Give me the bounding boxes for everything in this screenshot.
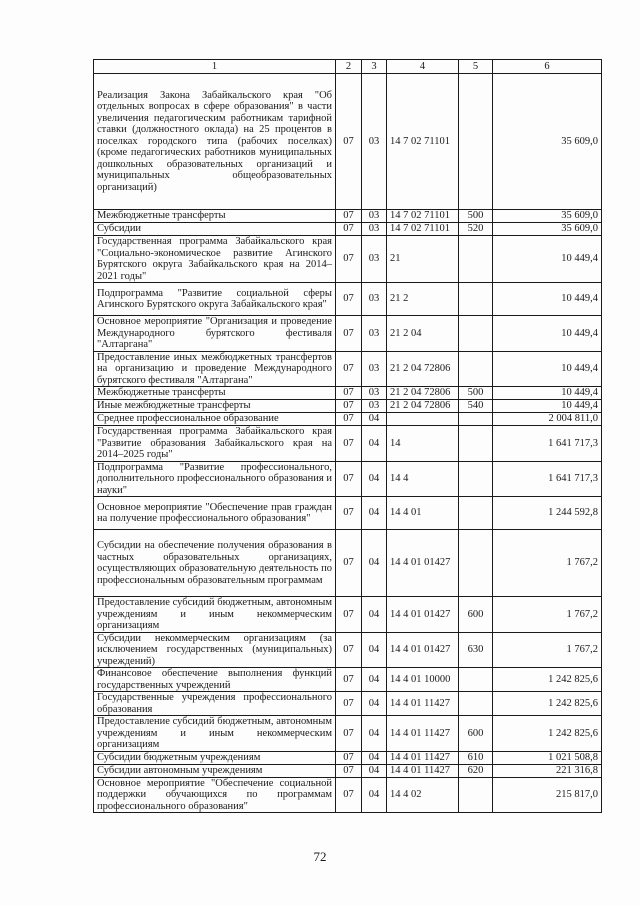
row-name-cell: Предоставление иных межбюджетных трансфертов на организацию и проведение Международного бурятского фестиваля "Алтаргана" (94, 351, 336, 387)
table-row (94, 777, 602, 813)
row-subsection-cell: 04 (362, 692, 387, 716)
row-name-cell: Субсидии на обеспечение получения образования в частных образовательных организациях, осуществляющих образовательную деятельность по профессиональным образовательным программам (94, 530, 336, 597)
row-section-cell: 07 (336, 223, 362, 236)
row-name-cell: Предоставление субсидий бюджетным, автономным учреждениям и иным некоммерческим организациям (94, 716, 336, 752)
row-subsection-cell: 04 (362, 777, 387, 813)
row-section-cell: 07 (336, 426, 362, 462)
row-expense-type-cell (459, 283, 493, 316)
table-row (94, 236, 602, 283)
row-amount-cell: 10 449,4 (493, 236, 602, 283)
row-amount-cell: 1 767,2 (493, 530, 602, 597)
row-section-cell: 07 (336, 210, 362, 223)
row-amount-cell: 10 449,4 (493, 283, 602, 316)
table-body (94, 74, 602, 813)
row-target-article-cell: 14 4 01 10000 (387, 668, 459, 692)
row-name-cell: Субсидии автономным учреждениям (94, 764, 336, 777)
row-subsection-cell: 04 (362, 597, 387, 633)
row-amount-cell: 1 767,2 (493, 632, 602, 668)
row-name-cell: Иные межбюджетные трансферты (94, 400, 336, 413)
row-section-cell: 07 (336, 716, 362, 752)
row-expense-type-cell (459, 461, 493, 497)
row-name-cell: Государственная программа Забайкальского края "Развитие образования Забайкальского края на 2014–2025 годы" (94, 426, 336, 462)
row-name-cell: Подпрограмма "Развитие профессионального, дополнительного профессионального образования и науки" (94, 461, 336, 497)
row-target-article-cell: 14 4 (387, 461, 459, 497)
row-section-cell: 07 (336, 751, 362, 764)
row-expense-type-cell: 620 (459, 764, 493, 777)
table-row (94, 497, 602, 530)
row-target-article-cell: 21 2 04 72806 (387, 400, 459, 413)
row-expense-type-cell (459, 351, 493, 387)
row-amount-cell: 35 609,0 (493, 74, 602, 210)
table-row (94, 597, 602, 633)
row-amount-cell: 1 021 508,8 (493, 751, 602, 764)
row-expense-type-cell (459, 74, 493, 210)
row-subsection-cell: 03 (362, 210, 387, 223)
row-subsection-cell: 04 (362, 764, 387, 777)
table-row (94, 413, 602, 426)
row-amount-cell: 1 242 825,6 (493, 668, 602, 692)
page-number: 72 (313, 849, 327, 864)
row-section-cell: 07 (336, 236, 362, 283)
row-target-article-cell: 21 2 04 72806 (387, 351, 459, 387)
table-row (94, 316, 602, 352)
row-amount-cell: 1 244 592,8 (493, 497, 602, 530)
row-section-cell: 07 (336, 692, 362, 716)
row-name-cell: Государственные учреждения профессионального образования (94, 692, 336, 716)
row-target-article-cell: 14 4 01 (387, 497, 459, 530)
row-section-cell: 07 (336, 387, 362, 400)
row-target-article-cell: 14 4 01 11427 (387, 716, 459, 752)
row-subsection-cell: 04 (362, 751, 387, 764)
row-target-article-cell: 14 4 01 01427 (387, 597, 459, 633)
row-expense-type-cell: 500 (459, 387, 493, 400)
row-section-cell: 07 (336, 597, 362, 633)
row-name-cell: Подпрограмма "Развитие социальной сферы Агинского Бурятского округа Забайкальского края" (94, 283, 336, 316)
row-target-article-cell: 21 (387, 236, 459, 283)
table-row (94, 74, 602, 210)
table-row (94, 751, 602, 764)
row-expense-type-cell: 600 (459, 597, 493, 633)
row-section-cell: 07 (336, 668, 362, 692)
row-amount-cell: 2 004 811,0 (493, 413, 602, 426)
header-cell: 2 (336, 60, 362, 74)
row-subsection-cell: 03 (362, 236, 387, 283)
row-target-article-cell: 14 4 02 (387, 777, 459, 813)
row-name-cell: Межбюджетные трансферты (94, 210, 336, 223)
row-target-article-cell: 14 4 01 01427 (387, 530, 459, 597)
row-section-cell: 07 (336, 74, 362, 210)
row-section-cell: 07 (336, 283, 362, 316)
row-expense-type-cell (459, 668, 493, 692)
row-target-article-cell: 14 7 02 71101 (387, 210, 459, 223)
row-section-cell: 07 (336, 351, 362, 387)
row-subsection-cell: 03 (362, 283, 387, 316)
row-amount-cell: 221 316,8 (493, 764, 602, 777)
row-name-cell: Реализация Закона Забайкальского края "Об отдельных вопросах в сфере образования" в части увеличения педагогическим работникам тарифной ставки (должностного оклада) на 25 процентов в поселках городского типа (рабочих поселках) (кроме педагогических работников муниципальных дошкольных образовательных организаций и муниципальных общеобразовательных организаций) (94, 74, 336, 210)
row-expense-type-cell: 540 (459, 400, 493, 413)
row-expense-type-cell (459, 413, 493, 426)
table-row (94, 387, 602, 400)
row-expense-type-cell: 630 (459, 632, 493, 668)
row-target-article-cell: 14 7 02 71101 (387, 74, 459, 210)
row-amount-cell: 10 449,4 (493, 316, 602, 352)
row-amount-cell: 10 449,4 (493, 387, 602, 400)
row-expense-type-cell (459, 692, 493, 716)
row-name-cell: Среднее профессиональное образование (94, 413, 336, 426)
row-subsection-cell: 04 (362, 461, 387, 497)
table-row (94, 692, 602, 716)
budget-table (93, 59, 602, 813)
row-subsection-cell: 04 (362, 716, 387, 752)
row-subsection-cell: 03 (362, 316, 387, 352)
table-row (94, 351, 602, 387)
table-row (94, 283, 602, 316)
row-subsection-cell: 03 (362, 400, 387, 413)
header-cell: 3 (362, 60, 387, 74)
row-target-article-cell: 14 7 02 71101 (387, 223, 459, 236)
row-expense-type-cell (459, 236, 493, 283)
row-subsection-cell: 04 (362, 426, 387, 462)
row-amount-cell: 1 242 825,6 (493, 716, 602, 752)
row-expense-type-cell (459, 316, 493, 352)
row-amount-cell: 35 609,0 (493, 223, 602, 236)
row-name-cell: Основное мероприятие "Обеспечение социальной поддержки обучающихся по программам профессионального образования" (94, 777, 336, 813)
row-expense-type-cell: 610 (459, 751, 493, 764)
row-section-cell: 07 (336, 316, 362, 352)
table-row (94, 223, 602, 236)
row-amount-cell: 10 449,4 (493, 400, 602, 413)
row-subsection-cell: 04 (362, 668, 387, 692)
table-row (94, 400, 602, 413)
row-subsection-cell: 03 (362, 351, 387, 387)
table-row (94, 668, 602, 692)
row-subsection-cell: 03 (362, 387, 387, 400)
row-subsection-cell: 03 (362, 74, 387, 210)
table-row (94, 764, 602, 777)
row-section-cell: 07 (336, 764, 362, 777)
row-target-article-cell: 14 4 01 11427 (387, 764, 459, 777)
row-amount-cell: 1 641 717,3 (493, 461, 602, 497)
row-target-article-cell: 14 4 01 11427 (387, 692, 459, 716)
table-row (94, 210, 602, 223)
row-section-cell: 07 (336, 461, 362, 497)
row-target-article-cell: 14 4 01 11427 (387, 751, 459, 764)
row-target-article-cell: 14 4 01 01427 (387, 632, 459, 668)
row-section-cell: 07 (336, 400, 362, 413)
row-section-cell: 07 (336, 497, 362, 530)
row-subsection-cell: 04 (362, 413, 387, 426)
row-subsection-cell: 03 (362, 223, 387, 236)
row-amount-cell: 35 609,0 (493, 210, 602, 223)
row-name-cell: Основное мероприятие "Обеспечение прав граждан на получение профессионального образования" (94, 497, 336, 530)
row-name-cell: Финансовое обеспечение выполнения функций государственных учреждений (94, 668, 336, 692)
row-expense-type-cell (459, 530, 493, 597)
row-expense-type-cell (459, 426, 493, 462)
row-target-article-cell: 21 2 04 (387, 316, 459, 352)
row-amount-cell: 1 641 717,3 (493, 426, 602, 462)
row-name-cell: Основное мероприятие "Организация и проведение Международного бурятского фестиваля "Алтаргана" (94, 316, 336, 352)
header-cell: 4 (387, 60, 459, 74)
row-amount-cell: 1 767,2 (493, 597, 602, 633)
row-name-cell: Субсидии некоммерческим организациям (за исключением государственных (муниципальных) учреждений) (94, 632, 336, 668)
row-section-cell: 07 (336, 530, 362, 597)
row-section-cell: 07 (336, 632, 362, 668)
table-row (94, 716, 602, 752)
row-section-cell: 07 (336, 413, 362, 426)
row-name-cell: Государственная программа Забайкальского края "Социально-экономическое развитие Агинского Бурятского округа Забайкальского края на 2014–2021 годы" (94, 236, 336, 283)
row-expense-type-cell: 520 (459, 223, 493, 236)
row-subsection-cell: 04 (362, 497, 387, 530)
row-target-article-cell: 21 2 04 72806 (387, 387, 459, 400)
row-name-cell: Предоставление субсидий бюджетным, автономным учреждениям и иным некоммерческим организациям (94, 597, 336, 633)
row-amount-cell: 1 242 825,6 (493, 692, 602, 716)
row-expense-type-cell (459, 497, 493, 530)
row-target-article-cell: 21 2 (387, 283, 459, 316)
row-name-cell: Межбюджетные трансферты (94, 387, 336, 400)
row-target-article-cell: 14 (387, 426, 459, 462)
table-row (94, 426, 602, 462)
row-expense-type-cell (459, 777, 493, 813)
row-subsection-cell: 04 (362, 530, 387, 597)
row-name-cell: Субсидии бюджетным учреждениям (94, 751, 336, 764)
header-cell: 6 (493, 60, 602, 74)
row-name-cell: Субсидии (94, 223, 336, 236)
row-subsection-cell: 04 (362, 632, 387, 668)
table-row (94, 632, 602, 668)
row-amount-cell: 10 449,4 (493, 351, 602, 387)
table-row (94, 461, 602, 497)
table-row (94, 530, 602, 597)
row-target-article-cell (387, 413, 459, 426)
header-row (94, 60, 602, 74)
row-expense-type-cell: 600 (459, 716, 493, 752)
row-section-cell: 07 (336, 777, 362, 813)
header-cell: 1 (94, 60, 336, 74)
header-cell: 5 (459, 60, 493, 74)
row-amount-cell: 215 817,0 (493, 777, 602, 813)
row-expense-type-cell: 500 (459, 210, 493, 223)
